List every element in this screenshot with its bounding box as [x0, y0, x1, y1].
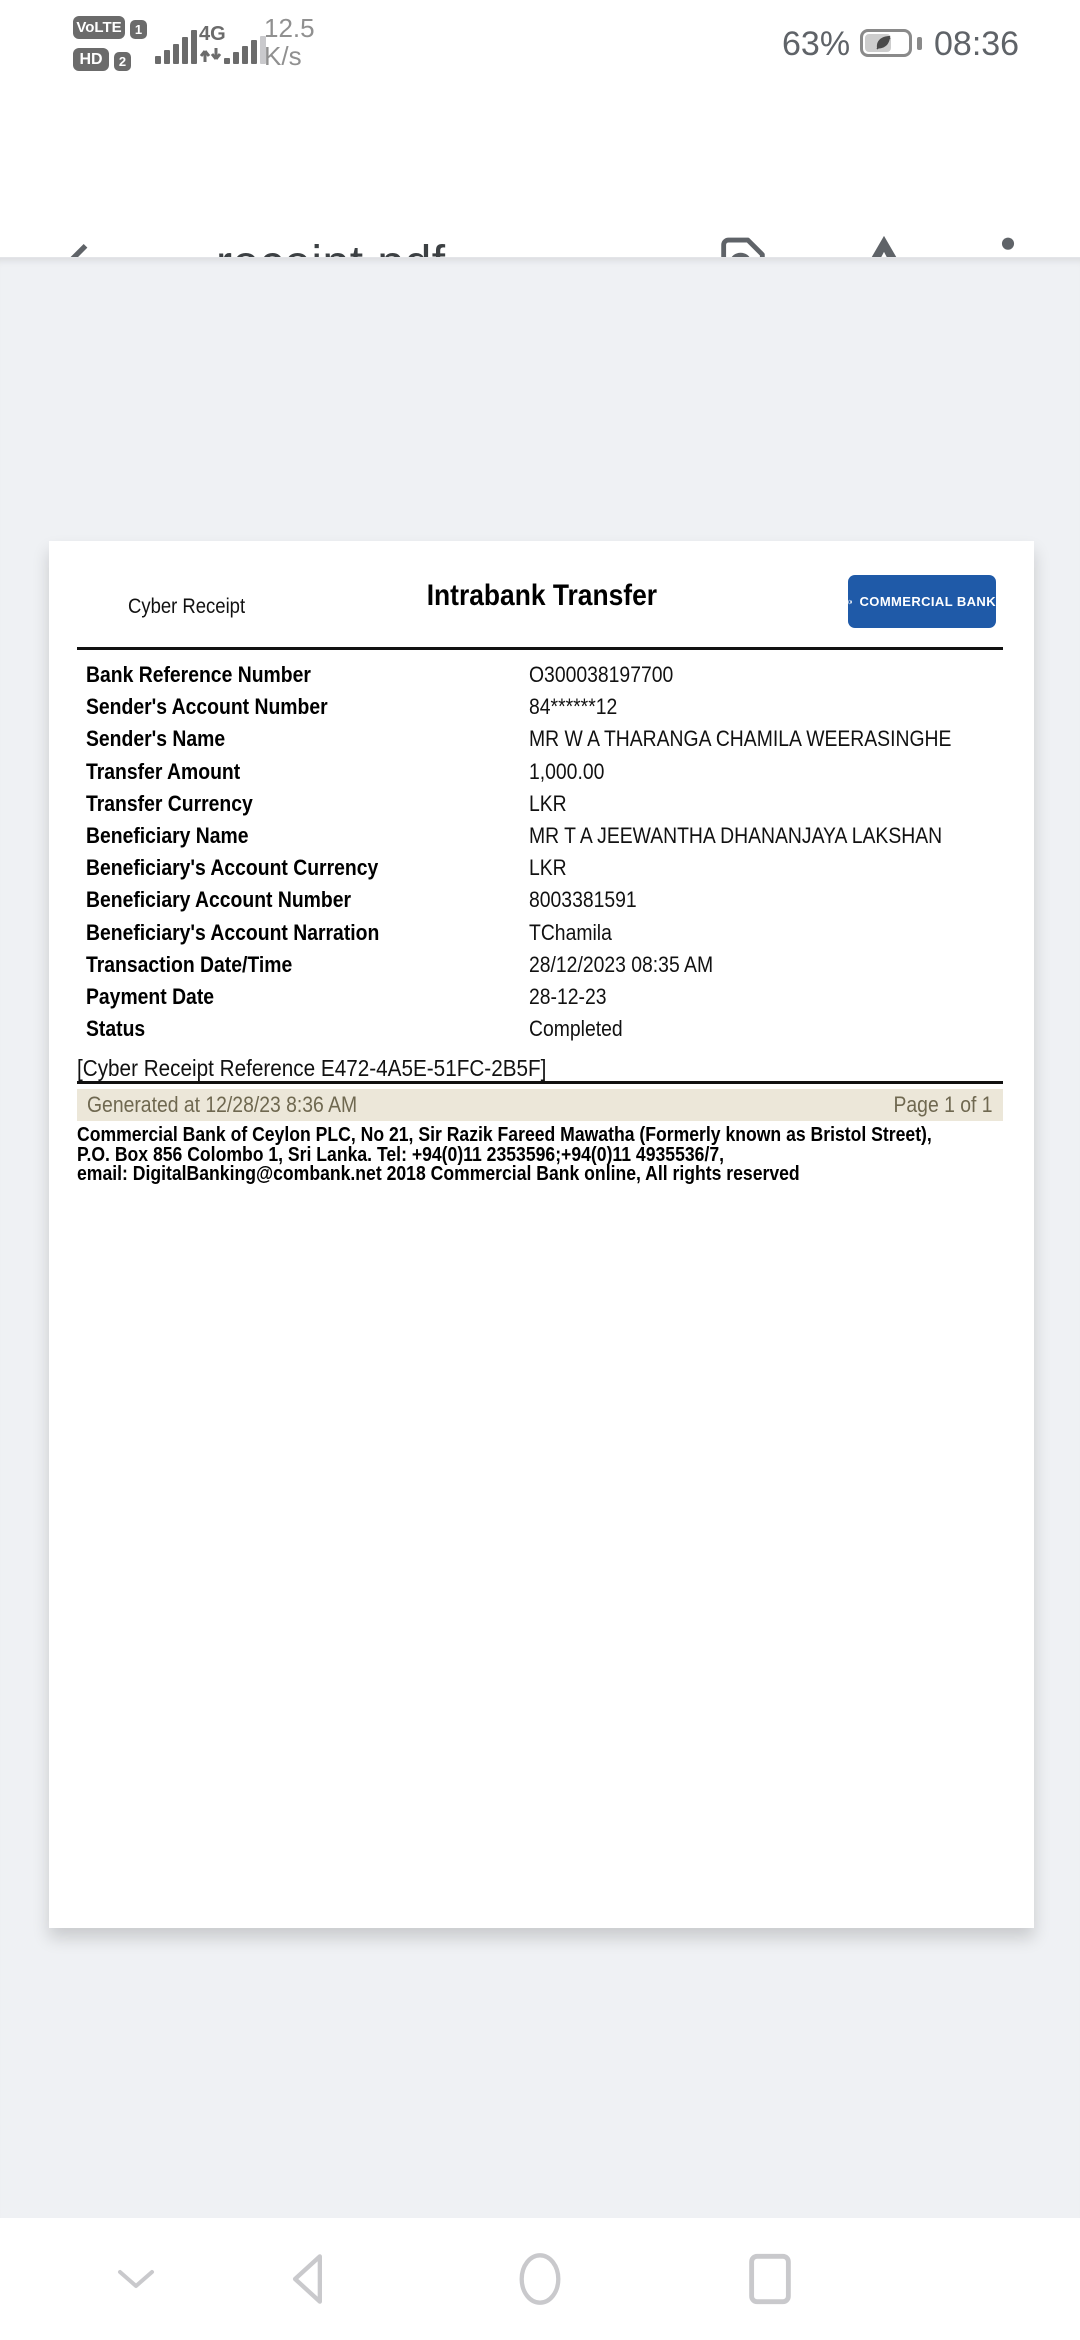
receipt-footer: [77, 1126, 1007, 1185]
field-label: Transfer Currency: [86, 790, 253, 816]
hide-navbar-button[interactable]: [76, 2218, 196, 2340]
android-home-button[interactable]: [480, 2218, 600, 2340]
footer-line: Commercial Bank of Ceylon PLC, No 21, Sir Razik Fareed Mawatha (Formerly known as Bristol Street),: [77, 1124, 932, 1146]
network-speed-label: 12.5 K/s: [264, 13, 315, 71]
table-row: [49, 820, 1034, 852]
field-label: Beneficiary's Account Currency: [86, 855, 379, 881]
android-back-button[interactable]: [248, 2218, 368, 2340]
field-value: 84******12: [529, 694, 618, 720]
receipt-reference-line: [Cyber Receipt Reference E472-4A5E-51FC-2B5F]: [77, 1055, 547, 1081]
pdf-viewer-canvas[interactable]: [0, 257, 1080, 2218]
field-label: Bank Reference Number: [86, 662, 311, 687]
battery-percent-label: 63%: [782, 25, 851, 63]
table-row: [49, 756, 1034, 788]
hd-badge: HD: [73, 48, 109, 71]
table-row: [49, 852, 1034, 884]
field-value: Completed: [529, 1016, 623, 1042]
table-row: [49, 788, 1034, 820]
field-value: LKR: [529, 790, 567, 816]
footer-divider: [77, 1081, 1003, 1084]
recents-square-icon: [747, 2252, 793, 2306]
volte-badge: VoLTE: [73, 16, 125, 39]
battery-icon: [860, 29, 912, 57]
chevron-down-icon: [114, 2267, 158, 2291]
field-label: Status: [86, 1016, 146, 1042]
bank-logo-mark-icon: [848, 589, 854, 615]
field-value: O300038197700: [529, 662, 674, 687]
footer-line: P.O. Box 856 Colombo 1, Sri Lanka. Tel: +94(0)11 2353596;+94(0)11 4935536/7,: [77, 1143, 725, 1166]
table-row: [49, 949, 1034, 981]
field-value: 28-12-23: [529, 983, 607, 1009]
table-row: [49, 981, 1034, 1013]
receipt-title: Intrabank Transfer: [426, 579, 657, 612]
footer-line: email: DigitalBanking@combank.net 2018 Commercial Bank online, All rights reserved: [77, 1163, 800, 1185]
app-bar: [0, 90, 1080, 257]
field-label: Beneficiary's Account Narration: [86, 919, 380, 945]
sim2-badge: 2: [114, 52, 131, 71]
commercial-bank-logo: [848, 575, 996, 628]
field-label: Sender's Name: [86, 726, 226, 752]
back-triangle-icon: [285, 2251, 331, 2307]
field-label: Transfer Amount: [86, 758, 241, 784]
field-label: Payment Date: [86, 983, 215, 1009]
page-indicator: Page 1 of 1: [893, 1092, 993, 1117]
field-value: 1,000.00: [529, 758, 605, 784]
field-value: 28/12/2023 08:35 AM: [529, 951, 714, 977]
table-row: [49, 1013, 1034, 1045]
battery-cap-icon: [917, 37, 922, 50]
field-value: TChamila: [529, 919, 612, 945]
receipt-table: [49, 659, 1034, 1045]
status-time-label: 08:36: [934, 25, 1020, 63]
field-value: LKR: [529, 855, 567, 881]
field-label: Beneficiary Account Number: [86, 887, 352, 913]
header-divider: [77, 647, 1003, 650]
field-value: 8003381591: [529, 887, 637, 913]
sim1-badge: 1: [130, 20, 147, 39]
table-row: [49, 659, 1034, 691]
generated-at-label: Generated at 12/28/23 8:36 AM: [87, 1092, 358, 1117]
field-label: Sender's Account Number: [86, 694, 328, 720]
cyber-receipt-label: Cyber Receipt: [128, 595, 246, 618]
table-row: [49, 917, 1034, 949]
field-value: MR W A THARANGA CHAMILA WEERASINGHE: [529, 726, 952, 752]
android-recents-button[interactable]: [710, 2218, 830, 2340]
status-bar: [0, 0, 1080, 90]
table-row: [49, 691, 1034, 723]
signal-strength-icon-sim1: [155, 30, 197, 64]
pdf-page: [49, 541, 1034, 1928]
field-value: MR T A JEEWANTHA DHANANJAYA LAKSHAN: [529, 822, 943, 848]
navigation-bar: [0, 2218, 1080, 2340]
signal-strength-icon-sim2: [224, 36, 266, 64]
bank-logo-text: COMMERCIAL BANK: [859, 594, 996, 609]
table-row: [49, 884, 1034, 916]
field-label: Beneficiary Name: [86, 822, 249, 848]
network-type-label: 4G: [199, 23, 226, 45]
field-label: Transaction Date/Time: [86, 951, 293, 977]
generated-bar: [77, 1089, 1003, 1121]
home-circle-icon: [515, 2251, 565, 2307]
table-row: [49, 723, 1034, 755]
